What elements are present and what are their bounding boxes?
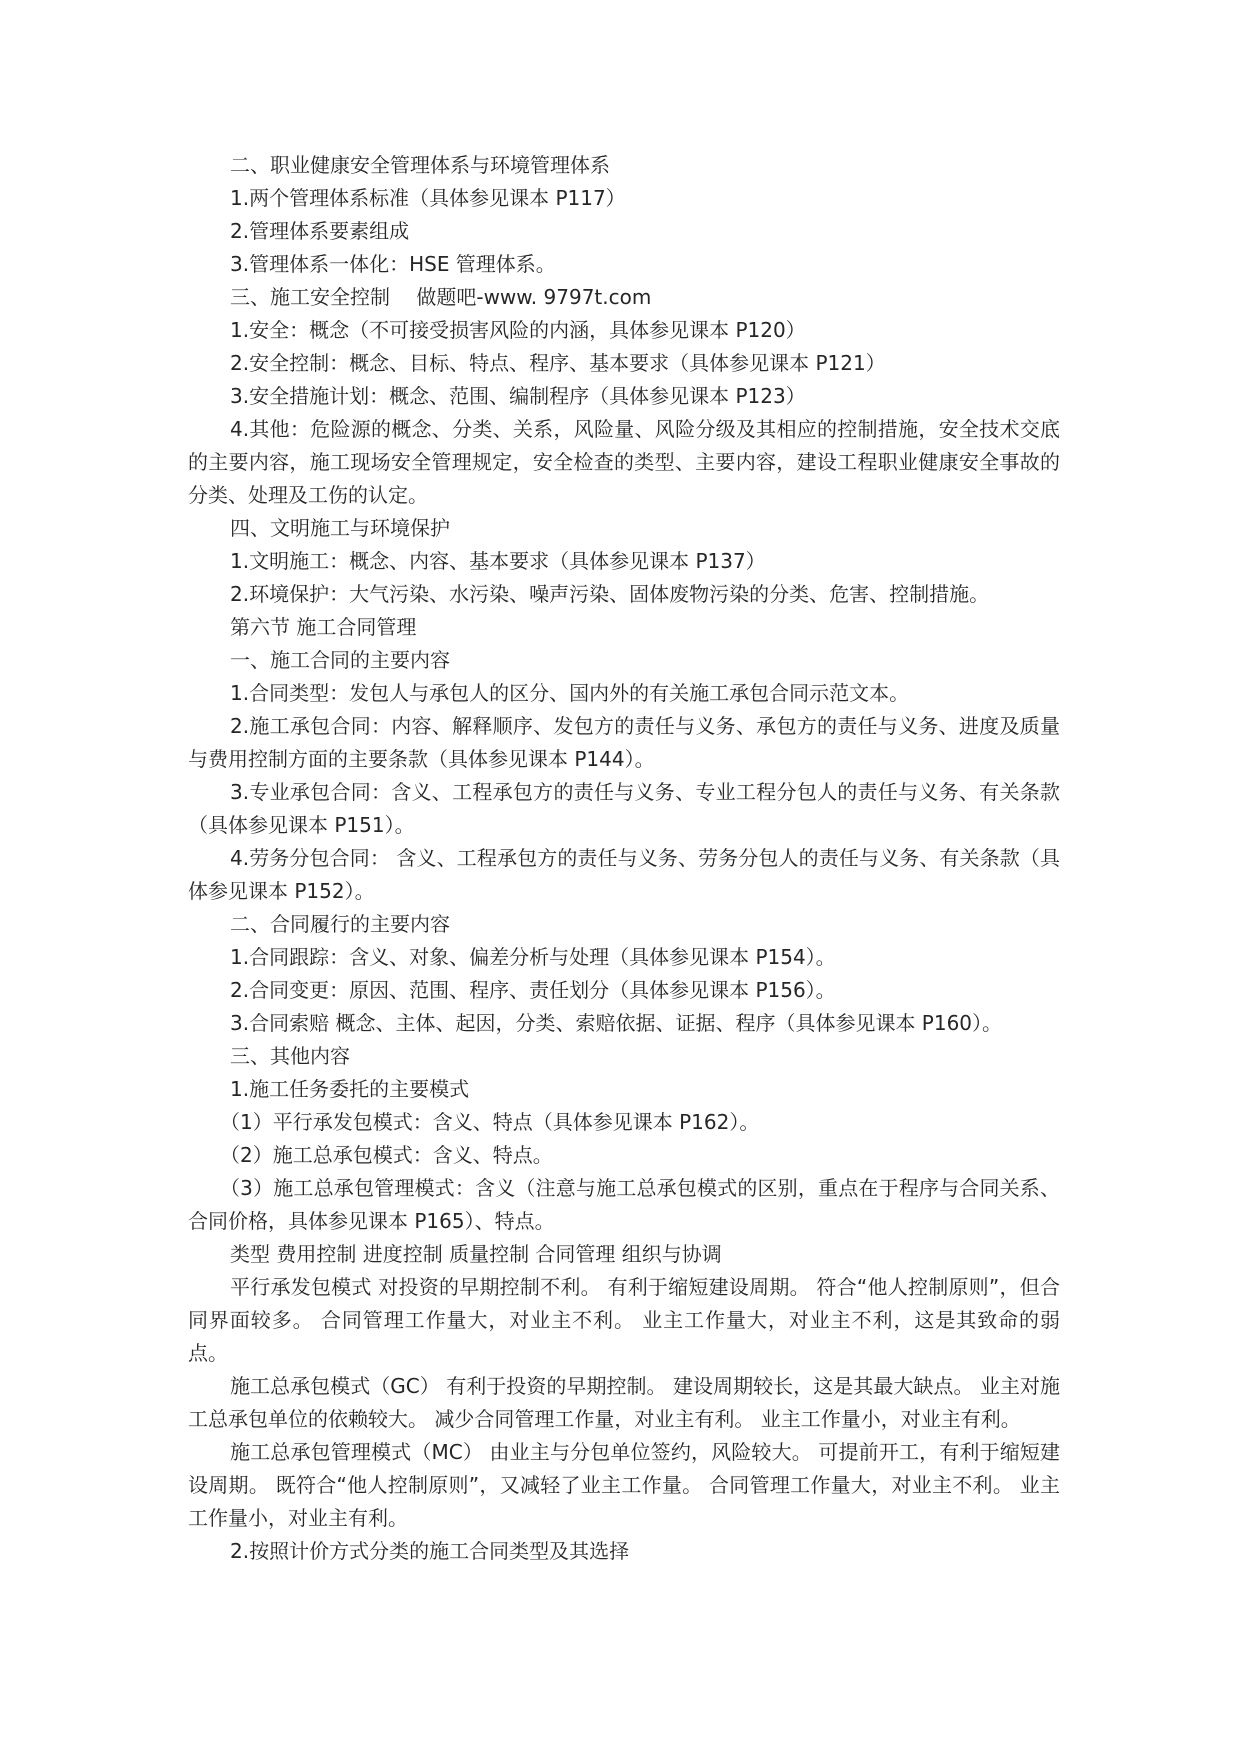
paragraph-21: 2.合同变更：原因、范围、程序、责任划分（具体参见课本 P156）。 (230, 978, 836, 1002)
paragraph-9: 4.其他：危险源的概念、分类、关系，风险量、风险分级及其相应的控制措施，安全技术交底的主要内容，施工现场安全管理规定，安全检查的类型、主要内容，建设工程职业健康安全事故的分类、处理及工伤的认定。 (188, 417, 1060, 507)
paragraph-3: 2.管理体系要素组成 (230, 219, 410, 243)
paragraph-32: 2.按照计价方式分类的施工合同类型及其选择 (230, 1539, 630, 1563)
paragraph-27: （3）施工总承包管理模式：含义（注意与施工总承包模式的区别，重点在于程序与合同关系、合同价格，具体参见课本 P165）、特点。 (188, 1176, 1060, 1233)
paragraph-14: 一、施工合同的主要内容 (230, 648, 450, 672)
paragraph-25: （1）平行承发包模式：含义、特点（具体参见课本 P162）。 (220, 1110, 760, 1134)
paragraph-15: 1.合同类型：发包人与承包人的区分、国内外的有关施工承包合同示范文本。 (230, 681, 910, 705)
paragraph-1: 二、职业健康安全管理体系与环境管理体系 (230, 153, 610, 177)
paragraph-2: 1.两个管理体系标准（具体参见课本 P117） (230, 186, 626, 210)
paragraph-19: 二、合同履行的主要内容 (230, 912, 450, 936)
paragraph-11: 1.文明施工：概念、内容、基本要求（具体参见课本 P137） (230, 549, 766, 573)
paragraph-6: 1.安全：概念（不可接受损害风险的内涵，具体参见课本 P120） (230, 318, 806, 342)
paragraph-28: 类型 费用控制 进度控制 质量控制 合同管理 组织与协调 (230, 1242, 722, 1266)
paragraph-7: 2.安全控制：概念、目标、特点、程序、基本要求（具体参见课本 P121） (230, 351, 886, 375)
paragraph-4: 3.管理体系一体化：HSE 管理体系。 (230, 252, 556, 276)
paragraph-10: 四、文明施工与环境保护 (230, 516, 450, 540)
paragraph-20: 1.合同跟踪：含义、对象、偏差分析与处理（具体参见课本 P154）。 (230, 945, 836, 969)
paragraph-8: 3.安全措施计划：概念、范围、编制程序（具体参见课本 P123） (230, 384, 806, 408)
paragraph-24: 1.施工任务委托的主要模式 (230, 1077, 470, 1101)
paragraph-13: 第六节 施工合同管理 (230, 615, 417, 639)
paragraph-23: 三、其他内容 (230, 1044, 350, 1068)
paragraph-26: （2）施工总承包模式：含义、特点。 (220, 1143, 553, 1167)
paragraph-17: 3.专业承包合同：含义、工程承包方的责任与义务、专业工程分包人的责任与义务、有关条款（具体参见课本 P151）。 (188, 780, 1060, 837)
paragraph-30: 施工总承包模式（GC） 有利于投资的早期控制。 建设周期较长，这是其最大缺点。 业主对施工总承包单位的依赖较大。 减少合同管理工作量，对业主有利。 业主工作量小，对业主有利。 (188, 1374, 1060, 1431)
paragraph-12: 2.环境保护：大气污染、水污染、噪声污染、固体废物污染的分类、危害、控制措施。 (230, 582, 990, 606)
paragraph-5: 三、施工安全控制 做题吧-www. 9797t.com (230, 285, 652, 309)
paragraph-16: 2.施工承包合同：内容、解释顺序、发包方的责任与义务、承包方的责任与义务、进度及质量与费用控制方面的主要条款（具体参见课本 P144）。 (188, 714, 1060, 771)
paragraph-22: 3.合同索赔 概念、主体、起因，分类、索赔依据、证据、程序（具体参见课本 P160）。 (230, 1011, 1003, 1035)
paragraph-18: 4.劳务分包合同： 含义、工程承包方的责任与义务、劳务分包人的责任与义务、有关条款（具体参见课本 P152）。 (188, 846, 1060, 903)
document-body (188, 149, 1060, 1568)
paragraph-31: 施工总承包管理模式（MC） 由业主与分包单位签约，风险较大。 可提前开工，有利于缩短建设周期。 既符合“他人控制原则”，又减轻了业主工作量。 合同管理工作量大，对业主不利。 业主工作量小，对业主有利。 (188, 1440, 1060, 1530)
paragraph-29: 平行承发包模式 对投资的早期控制不利。 有利于缩短建设周期。 符合“他人控制原则”，但合同界面较多。 合同管理工作量大，对业主不利。 业主工作量大，对业主不利，这是其致命的弱点。 (188, 1275, 1060, 1365)
